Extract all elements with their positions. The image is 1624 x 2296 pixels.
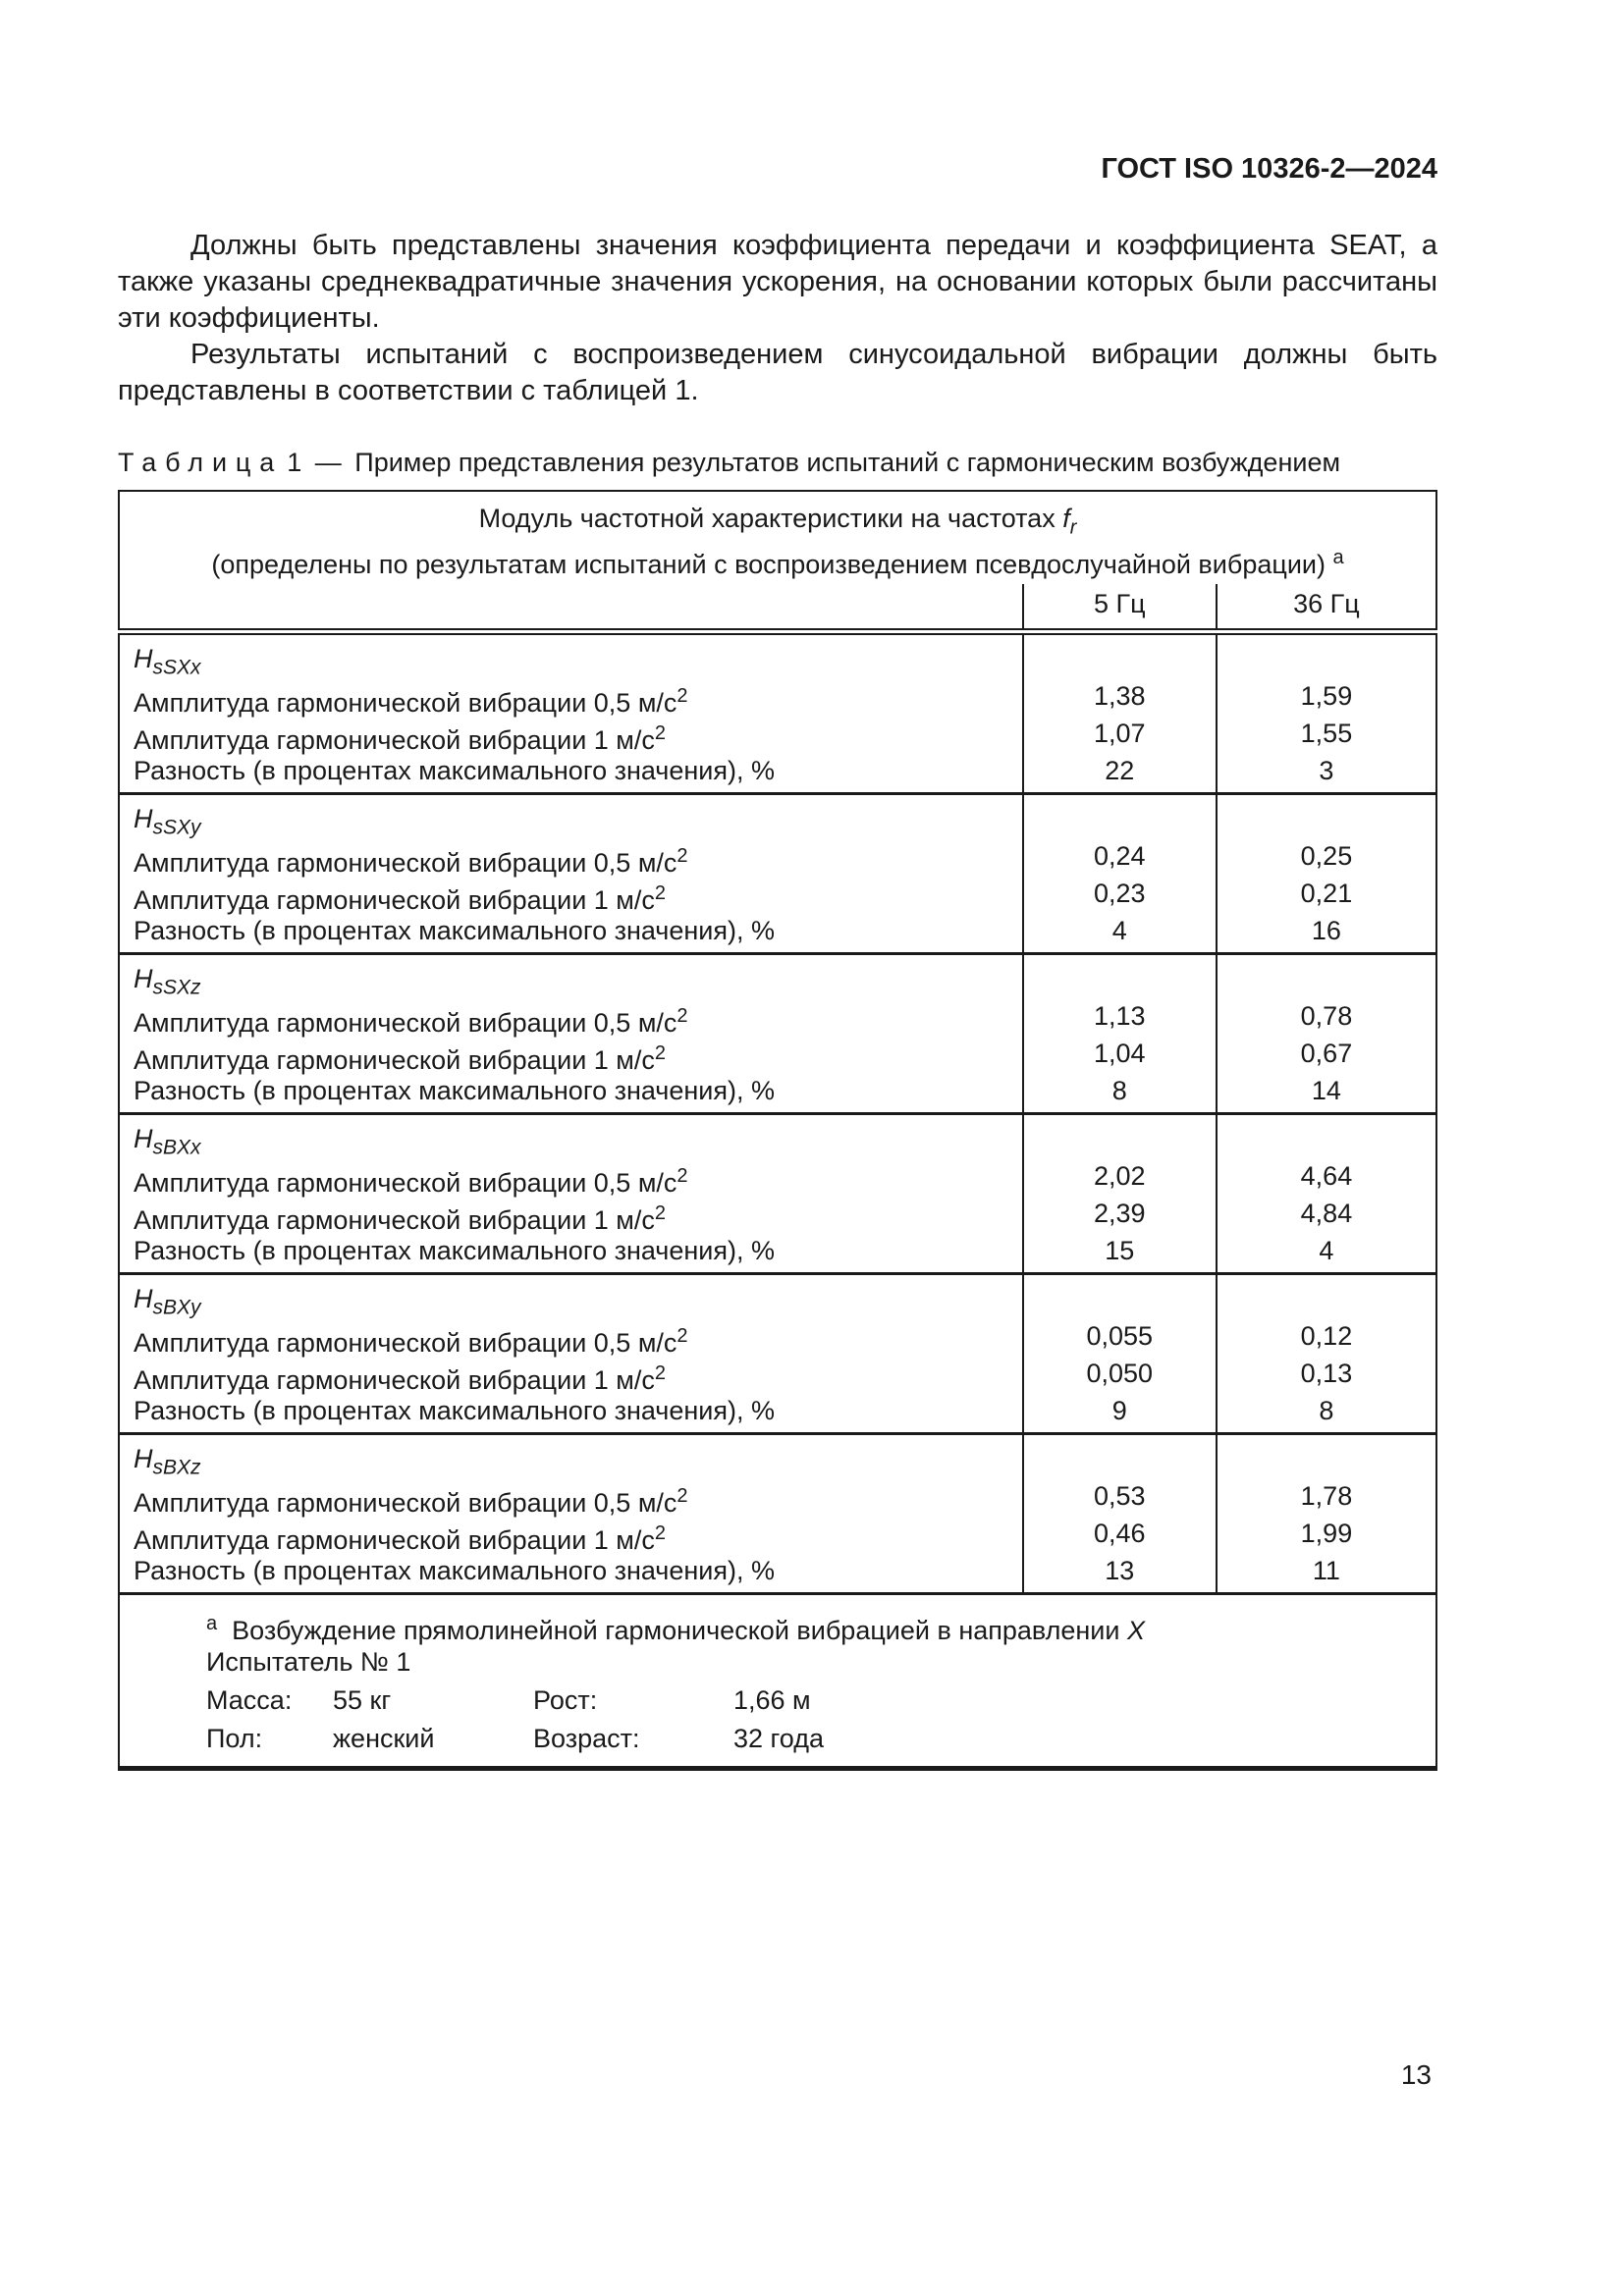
table-caption-dash: —	[314, 448, 342, 477]
value-amp05-5hz: 0,055	[1086, 1320, 1154, 1351]
value-spacer	[1218, 960, 1435, 997]
table-row-group-hssxy	[119, 793, 1436, 953]
table-header-line2: (определены по результатам испытаний с воспроизведением псевдослучайной вибрации) $^a$	[211, 547, 1344, 580]
values-36hz-cell	[1217, 793, 1436, 953]
value-amp05-5hz: 0,24	[1093, 840, 1146, 871]
group-description-cell	[119, 631, 1023, 793]
age-value: 32 года	[733, 1723, 824, 1753]
row-label-diff: Разность (в процентах максимального значения), %	[134, 1075, 776, 1105]
paragraph-sine-results: Результаты испытаний с воспроизведением синусоидальной вибрации должны быть представлены в соответствии с таблицей 1.	[118, 339, 1437, 406]
value-amp05-5hz: 2,02	[1093, 1160, 1146, 1191]
table-row-group-hssxx	[119, 631, 1436, 793]
page-content	[118, 0, 1437, 1771]
value-diff-5hz: 15	[1105, 1235, 1135, 1265]
value-amp05-36hz: 0,78	[1300, 1000, 1353, 1031]
value-diff-36hz: 11	[1312, 1555, 1340, 1585]
row-label-amp1: Амплитуда гармонической вибрации 1 $м/с^2$	[134, 721, 666, 755]
column-header-36hz: 36 Гц	[1217, 584, 1436, 631]
values-5hz-cell	[1023, 1113, 1217, 1273]
table-row-group-hsbxz	[119, 1433, 1436, 1593]
footnote-marker: a	[206, 1612, 218, 1634]
direction-variable: X	[1126, 1615, 1145, 1645]
value-amp05-36hz: 0,12	[1300, 1320, 1353, 1351]
table-caption	[118, 447, 1437, 478]
standard-code-header: ГОСТ ISO 10326-2—2024	[1101, 153, 1437, 185]
group-description-cell	[119, 1273, 1023, 1433]
row-label-amp1: Амплитуда гармонической вибрации 1 $м/с^2$	[134, 1201, 666, 1235]
coefficient-label: $H_{sSXz}$	[134, 963, 201, 999]
value-amp1-36hz: 0,67	[1300, 1038, 1353, 1068]
group-description-cell	[119, 793, 1023, 953]
frequency-variable: f	[1062, 504, 1070, 533]
group-description-cell	[119, 953, 1023, 1113]
value-diff-36hz: 14	[1311, 1075, 1341, 1105]
height-label: Рост:	[533, 1684, 598, 1715]
table-row-group-hsbxy	[119, 1273, 1436, 1433]
footnote-sex-age-row	[206, 1720, 1422, 1758]
row-label-amp1: Амплитуда гармонической вибрации 1 $м/с^2$	[134, 881, 666, 915]
value-diff-5hz: 4	[1111, 915, 1127, 945]
mass-label: Масса:	[206, 1684, 293, 1715]
value-amp1-36hz: 1,55	[1300, 718, 1353, 748]
footnote-reference-mark: a	[1332, 547, 1344, 569]
value-diff-36hz: 3	[1319, 755, 1334, 785]
values-36hz-cell	[1217, 1113, 1436, 1273]
value-diff-36hz: 16	[1311, 915, 1341, 945]
value-amp1-36hz: 1,99	[1300, 1518, 1353, 1548]
values-36hz-cell	[1217, 953, 1436, 1113]
value-amp1-36hz: 4,84	[1300, 1198, 1353, 1228]
coefficient-label: $H_{sBXy}$	[134, 1283, 201, 1319]
row-label-amp05: Амплитуда гармонической вибрации 0,5 $м/с^2$	[134, 1484, 688, 1518]
value-spacer	[1024, 960, 1216, 997]
values-36hz-cell	[1217, 631, 1436, 793]
values-5hz-cell	[1023, 1433, 1217, 1593]
value-amp05-36hz: 1,59	[1300, 680, 1353, 711]
table-footnote-section	[119, 1593, 1436, 1768]
coefficient-label: $H_{sSXy}$	[134, 803, 201, 839]
row-label-amp05: Амплитуда гармонической вибрации 0,5 $м/с^2$	[134, 1324, 688, 1358]
row-label-diff: Разность (в процентах максимального значения), %	[134, 1235, 776, 1265]
value-amp1-36hz: 0,21	[1300, 878, 1353, 908]
value-spacer	[1024, 640, 1216, 677]
value-amp05-5hz: 1,13	[1093, 1000, 1146, 1031]
value-spacer	[1218, 1440, 1435, 1477]
group-description-cell	[119, 1433, 1023, 1593]
footnote-excitation-note: $^a$ Возбуждение прямолинейной гармонической вибрацией в направлении X	[206, 1612, 1145, 1645]
values-36hz-cell	[1217, 1433, 1436, 1593]
row-label-diff: Разность (в процентах максимального значения), %	[134, 755, 776, 785]
column-header-5hz: 5 Гц	[1023, 584, 1217, 631]
group-description-cell	[119, 1113, 1023, 1273]
row-label-diff: Разность (в процентах максимального значения), %	[134, 1395, 776, 1425]
mass-value: 55 кг	[333, 1684, 392, 1715]
value-amp1-5hz: 0,46	[1093, 1518, 1146, 1548]
value-spacer	[1024, 800, 1216, 837]
value-spacer	[1218, 800, 1435, 837]
row-label-amp05: Амплитуда гармонической вибрации 0,5 $м/с^2$	[134, 1004, 688, 1038]
value-amp1-5hz: 1,04	[1093, 1038, 1146, 1068]
row-label-amp05: Амплитуда гармонической вибрации 0,5 $м/с^2$	[134, 844, 688, 878]
value-amp1-5hz: 2,39	[1093, 1198, 1146, 1228]
height-value: 1,66 м	[733, 1684, 811, 1715]
value-amp05-5hz: 1,38	[1093, 680, 1146, 711]
value-amp05-36hz: 0,25	[1300, 840, 1353, 871]
footnote-mass-height-row	[206, 1682, 1422, 1720]
footnote-subject: Испытатель № 1	[206, 1646, 411, 1677]
value-diff-5hz: 13	[1105, 1555, 1135, 1585]
table-row-group-hssxz	[119, 953, 1436, 1113]
value-spacer	[1024, 1440, 1216, 1477]
value-diff-5hz: 9	[1111, 1395, 1127, 1425]
values-5hz-cell	[1023, 631, 1217, 793]
value-diff-5hz: 22	[1105, 755, 1135, 785]
table-header-title-cell	[119, 491, 1436, 584]
sex-label: Пол:	[206, 1723, 263, 1753]
table-row-group-hsbxx	[119, 1113, 1436, 1273]
row-label-diff: Разность (в процентах максимального значения), %	[134, 915, 776, 945]
table-header-line1: Модуль частотной характеристики на частотах $f_r$	[478, 504, 1077, 539]
paragraph-transmissibility: Должны быть представлены значения коэффициента передачи и коэффициента SEAT, а также указаны среднеквадратичные значения ускорения, на основании которых были рассчитаны эти коэффициенты.	[118, 230, 1437, 334]
row-label-amp1: Амплитуда гармонической вибрации 1 $м/с^2$	[134, 1041, 666, 1075]
row-label-diff: Разность (в процентах максимального значения), %	[134, 1555, 776, 1585]
value-amp05-36hz: 4,64	[1300, 1160, 1353, 1191]
table-caption-title: Пример представления результатов испытаний с гармоническим возбуждением	[354, 448, 1341, 477]
coefficient-label: $H_{sBXx}$	[134, 1123, 201, 1159]
results-table	[118, 490, 1437, 1771]
values-5hz-cell	[1023, 793, 1217, 953]
value-amp1-5hz: 1,07	[1093, 718, 1146, 748]
value-amp1-5hz: 0,050	[1086, 1358, 1154, 1388]
values-5hz-cell	[1023, 1273, 1217, 1433]
value-diff-36hz: 8	[1319, 1395, 1334, 1425]
frequency-variable-subscript: r	[1069, 516, 1077, 539]
table-caption-word: Таблица	[118, 448, 284, 477]
value-spacer	[1218, 1280, 1435, 1317]
value-amp1-36hz: 0,13	[1300, 1358, 1353, 1388]
value-spacer	[1024, 1120, 1216, 1157]
value-amp05-5hz: 0,53	[1093, 1480, 1146, 1511]
frequency-header-row	[119, 584, 1436, 631]
row-label-amp05: Амплитуда гармонической вибрации 0,5 $м/с^2$	[134, 684, 688, 718]
value-diff-5hz: 8	[1111, 1075, 1127, 1105]
row-label-amp1: Амплитуда гармонической вибрации 1 $м/с^2$	[134, 1362, 666, 1395]
age-label: Возраст:	[533, 1723, 640, 1753]
coefficient-label: $H_{sSXx}$	[134, 643, 201, 679]
empty-header-cell	[119, 584, 1023, 631]
row-label-amp1: Амплитуда гармонической вибрации 1 $м/с^2$	[134, 1522, 666, 1555]
sex-value: женский	[333, 1723, 435, 1753]
row-label-amp05: Амплитуда гармонической вибрации 0,5 $м/с^2$	[134, 1164, 688, 1198]
value-amp1-5hz: 0,23	[1093, 878, 1146, 908]
table-caption-number: 1	[287, 448, 302, 477]
value-amp05-36hz: 1,78	[1300, 1480, 1353, 1511]
coefficient-label: $H_{sBXz}$	[134, 1443, 201, 1479]
table-header-title-row	[119, 491, 1436, 584]
value-diff-36hz: 4	[1319, 1235, 1334, 1265]
page-number: 13	[1400, 2059, 1432, 2090]
values-36hz-cell	[1217, 1273, 1436, 1433]
value-spacer	[1218, 640, 1435, 677]
table-header	[119, 491, 1436, 631]
value-spacer	[1024, 1280, 1216, 1317]
value-spacer	[1218, 1120, 1435, 1157]
values-5hz-cell	[1023, 953, 1217, 1113]
table-footnote-cell	[119, 1593, 1436, 1768]
